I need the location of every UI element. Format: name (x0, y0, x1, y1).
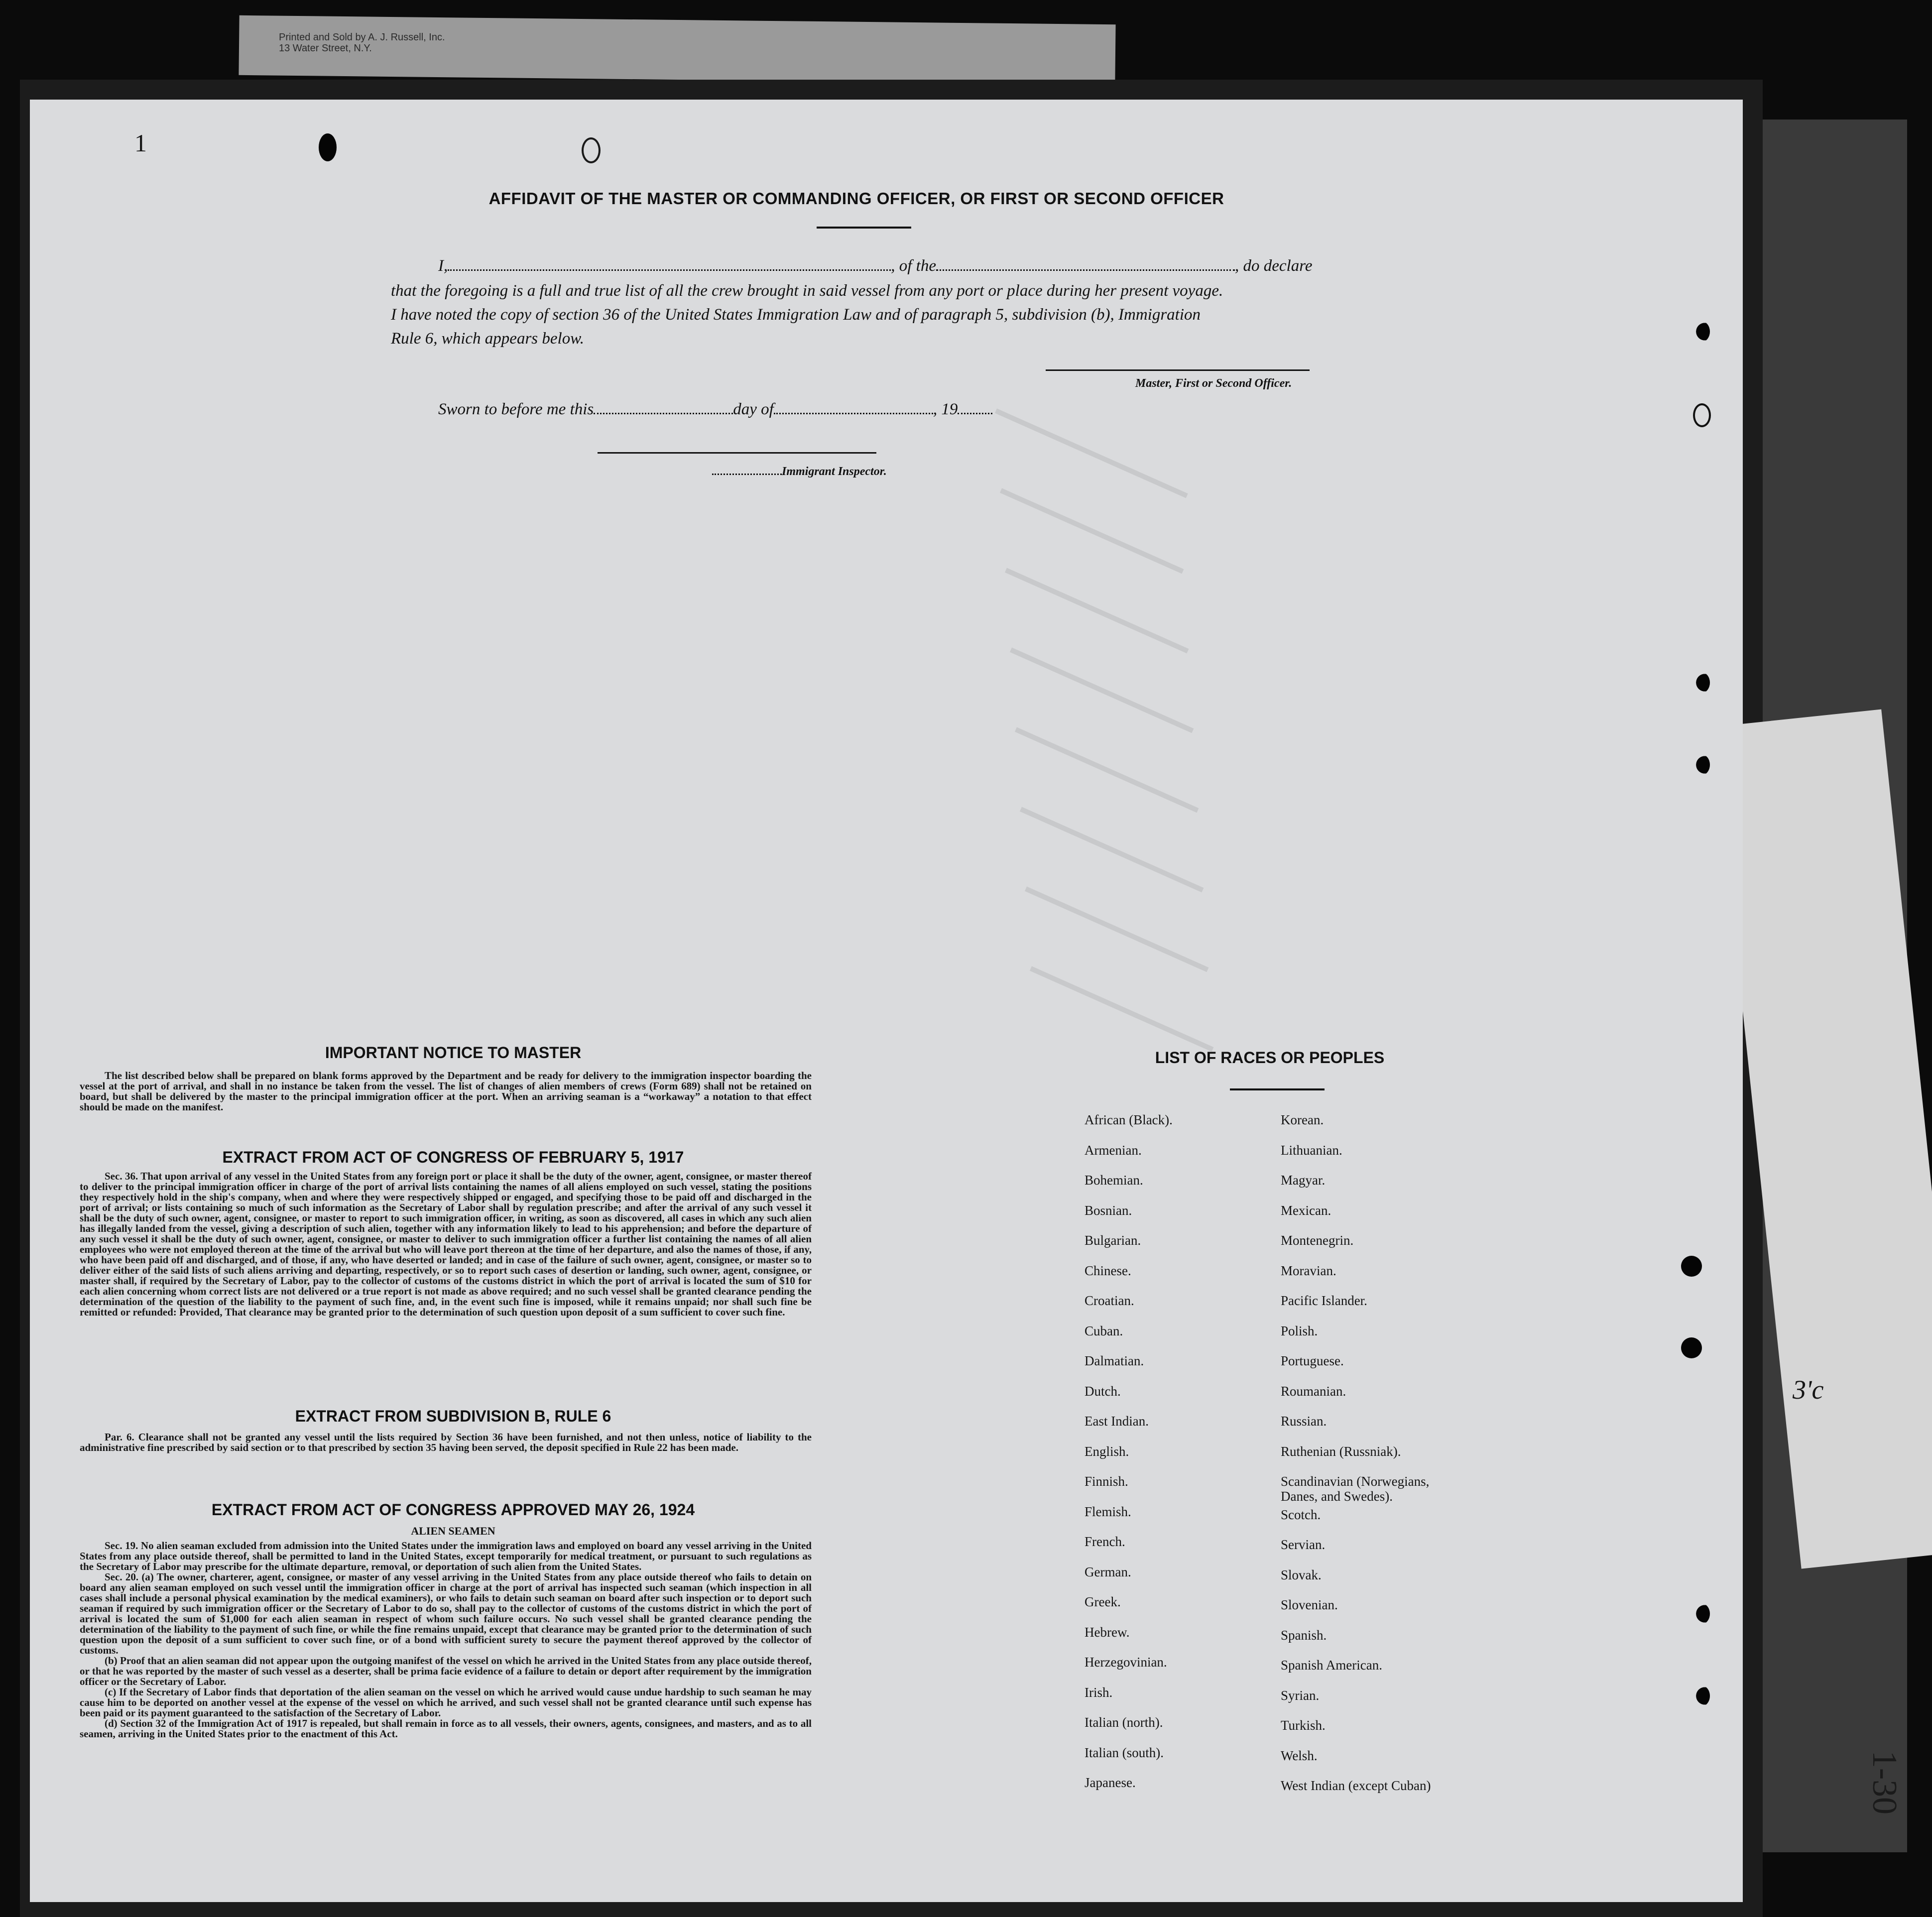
race-item: Dutch. (1085, 1383, 1121, 1399)
sec19-body: Sec. 19. No alien seaman excluded from admission into the United States under the immigration laws and employed on board any vessel arriving in the United States from any place outside thereof, shall be permitted to land in the United States, except temporarily for medical treatment, or pursuant to such regulations as the Secretary of Labor may prescribe for the ultimate departure, removal, or deportation of such alien from the United States. (80, 1540, 812, 1572)
sec19-paragraph (80, 1541, 812, 1572)
race-item: Polish. (1281, 1323, 1318, 1338)
alien-seamen-subtitle: ALIEN SEAMEN (411, 1525, 495, 1537)
affidavit-of-the: , of the (891, 257, 936, 275)
extract-rule6-text (80, 1432, 812, 1453)
race-item: Italian (north). (1085, 1715, 1163, 1730)
sec20d-paragraph (80, 1718, 812, 1739)
race-item: Ruthenian (Russniak). (1281, 1443, 1401, 1459)
race-item: Spanish American. (1281, 1658, 1382, 1673)
extract-rule6-body: Par. 6. Clearance shall not be granted any vessel until the lists required by Section 36 have been furnished, and not then unless, notice of liability to the administrative fine prescribed by said section or to that prescribed by section 35 having been served, the deposit specified in Rule 22 has been made. (80, 1431, 812, 1453)
race-item: Bosnian. (1085, 1202, 1132, 1218)
sec20c-paragraph (80, 1687, 812, 1718)
extract-1917-text (80, 1171, 812, 1318)
affidavit-title: AFFIDAVIT OF THE MASTER OR COMMANDING OFFICER, OR FIRST OR SECOND OFFICER (488, 189, 1224, 208)
race-item: Lithuanian. (1281, 1142, 1342, 1158)
affidavit-declare: , do declare (1234, 257, 1313, 275)
master-signature-line[interactable] (1046, 369, 1310, 371)
race-item: Italian (south). (1085, 1745, 1164, 1760)
master-signature-label: Master, First or Second Officer. (1135, 377, 1292, 390)
inspector-label: Immigrant Inspector. (782, 465, 887, 478)
affidavit-line2: that the foregoing is a full and true list of all the crew brought in said vessel from any port or place during her present voyage. (391, 282, 1223, 300)
binder-hole (1681, 1337, 1702, 1358)
race-item: German. (1085, 1564, 1131, 1579)
race-item: Turkish. (1281, 1718, 1326, 1733)
binder-hole (1693, 672, 1710, 693)
race-item: Finnish. (1085, 1474, 1128, 1489)
vessel-blank[interactable] (936, 269, 1235, 271)
race-item: Scotch. (1281, 1507, 1321, 1522)
race-item: Montenegrin. (1281, 1233, 1354, 1248)
binder-hole (1693, 1685, 1710, 1706)
sec20c-body: (c) If the Secretary of Labor finds that deportation of the alien seaman on the vessel on which he arrived would cause undue hardship to such seaman he may cause him to be deported on another vessel at the expense of the vessel on which he arrived, and such vessel shall not be granted clearance until such expense has been paid or its payment guaranteed to the satisfaction of the Secretary of Labor. (80, 1686, 812, 1719)
binder-hole-outline (582, 137, 601, 163)
binder-hole (1681, 1256, 1702, 1277)
sworn-month-blank[interactable] (774, 413, 933, 414)
race-item: Korean. (1281, 1112, 1324, 1127)
printer-label-line1: Printed and Sold by A. J. Russell, Inc. (279, 32, 445, 43)
sec20a-body: Sec. 20. (a) The owner, charterer, agent, consignee, or master of any vessel arriving in the United States from any place outside thereof who fails to detain on board any alien seaman employed on such vessel until the immigration officer in charge at the port of arrival has inspected such seaman (which inspection in all cases shall include a personal physical examination by the medical examiners), or who fails to detain such seaman on board after such inspection or to deport such seaman if required by such immigration officer or the Secretary of Labor to do so, shall pay to the collector of customs of the customs district in which the port of arrival is located the sum of $1,000 for each alien seaman in respect of whom such failure occurs. No such vessel shall be granted clearance pending the determination of the liability to the payment of such fine, or while the fine remains unpaid, except that clearance may be granted prior to the determination of such question upon the deposit of a sum sufficient to cover such fine, or of a bond with sufficient surety to secure the payment thereof approved by the collector of customs. (80, 1571, 812, 1656)
race-item: Armenian. (1085, 1142, 1142, 1158)
race-item: Roumanian. (1281, 1383, 1346, 1399)
race-item: Magyar. (1281, 1173, 1326, 1188)
race-item: Croatian. (1085, 1293, 1134, 1308)
race-item: Portuguese. (1281, 1353, 1344, 1368)
race-item: West Indian (except Cuban) (1281, 1778, 1431, 1793)
inspector-label-row (712, 465, 887, 479)
affidavit-line3: I have noted the copy of section 36 of the United States Immigration Law and of paragraph 5, subdivision (b), Immigration (391, 306, 1201, 324)
page-number: 1-30 (1865, 1750, 1904, 1815)
race-item: Bulgarian. (1085, 1233, 1141, 1248)
race-item: Mexican. (1281, 1202, 1331, 1218)
binder-hole (1693, 1603, 1710, 1624)
extract-rule6-title: EXTRACT FROM SUBDIVISION B, RULE 6 (295, 1407, 611, 1425)
race-item: Irish. (1085, 1684, 1113, 1700)
race-item: Dalmatian. (1085, 1353, 1144, 1368)
race-item: East Indian. (1085, 1414, 1149, 1429)
race-item: Welsh. (1281, 1748, 1318, 1763)
sec20b-paragraph (80, 1656, 812, 1687)
races-rule (1230, 1088, 1325, 1090)
race-item: Cuban. (1085, 1323, 1123, 1338)
printer-label-line2: 13 Water Street, N.Y. (279, 43, 372, 54)
sworn-day-blank[interactable] (594, 413, 733, 414)
race-item: English. (1085, 1443, 1129, 1459)
extract-1917-title: EXTRACT FROM ACT OF CONGRESS OF FEBRUARY 5, 1917 (222, 1148, 684, 1166)
race-item: Moravian. (1281, 1263, 1336, 1278)
race-item: Scandinavian (Norwegians, (1281, 1474, 1430, 1489)
printer-label (279, 32, 445, 54)
affidavit-line4: Rule 6, which appears below. (391, 330, 585, 348)
binder-hole (1693, 321, 1710, 342)
sworn-year-blank[interactable] (958, 413, 992, 414)
race-item: French. (1085, 1534, 1125, 1549)
binder-hole (1693, 754, 1710, 775)
affidavit-i: I, (438, 257, 448, 275)
name-blank[interactable] (448, 269, 891, 271)
race-item: Spanish. (1281, 1627, 1327, 1643)
binder-hole-outline (1693, 403, 1711, 427)
inspector-blank[interactable] (712, 474, 782, 475)
sworn-day-of: day of (733, 400, 774, 418)
race-item: Pacific Islander. (1281, 1293, 1367, 1308)
notice-body: The list described below shall be prepared on blank forms approved by the Department and be ready for delivery to the immigration inspector boarding the vessel at the port of arrival, and shall in no instance be taken from the vessel. The list of changes of alien members of crews (Form 689) shall not be retained on board, but shall be delivered by the master to the principal immigration officer at the port. When an arriving seaman is a “workaway” a notation to that effect should be made on the manifest. (80, 1070, 812, 1113)
race-item: Chinese. (1085, 1263, 1131, 1278)
race-item: Japanese. (1085, 1775, 1136, 1790)
inspector-signature-line[interactable] (598, 452, 876, 454)
sworn-text: Sworn to before me this (438, 400, 594, 418)
sec20a-paragraph (80, 1572, 812, 1656)
race-item: Russian. (1281, 1414, 1327, 1429)
sec20b-body: (b) Proof that an alien seaman did not appear upon the outgoing manifest of the vessel on which he arrived in the United States from any place outside thereof, or that he was reported by the master of such vessel as a deserter, shall be prima facie evidence of a failure to detain or deport after requirement by the immigration officer or the Secretary of Labor. (80, 1655, 812, 1687)
race-item: Flemish. (1085, 1504, 1131, 1519)
race-item: Servian. (1281, 1537, 1326, 1552)
extract-1924-title: EXTRACT FROM ACT OF CONGRESS APPROVED MAY 26, 1924 (211, 1501, 695, 1519)
race-item: African (Black). (1085, 1112, 1173, 1127)
race-item: Syrian. (1281, 1687, 1320, 1703)
sworn-year-prefix: , 19 (933, 400, 958, 418)
notice-text (80, 1071, 812, 1112)
notice-title: IMPORTANT NOTICE TO MASTER (325, 1044, 582, 1062)
extract-1917-body: Sec. 36. That upon arrival of any vessel in the United States from any foreign port or place it shall be the duty of the owner, agent, consignee, or master thereof to deliver to the principal immigration officer in charge of the port of arrival lists containing the names of all aliens employed on such vessel, stating the positions they respectively hold in the ship's company, when and where they were respectively shipped or engaged, and specifying those to be paid off and discharged in the port of arrival; or lists containing so much of such information as the Secretary of Labor shall by regulation prescribe; and after the arrival of any such vessel it shall be the duty of such owner, agent, consignee, or master to report to such immigration officer, in writing, as soon as discovered, all cases in which any such alien has illegally landed from the vessel, giving a description of such alien, together with any information likely to lead to his apprehension; and before the departure of any such vessel it shall be the duty of such owner, agent, consignee, or master to deliver to such immigration officer a further list containing the names of all alien employees who were not employed thereon at the time of the arrival but who will leave port thereon at the time of her departure, and also the names of those, if any, who have been paid off and discharged, and of those, if any, who have deserted or landed; and in case of the failure of such owner, agent, consignee, or master so to deliver either of the said lists of such aliens arriving and departing, respectively, or so to report such cases of desertion or landing, such owner, agent, consignee, or master shall, if required by the Secretary of Labor, pay to the collector of customs of the customs district in which the port of arrival is located the sum of $10 for each alien concerning whom correct lists are not delivered or a true report is not made as above required; and no such vessel shall be granted clearance pending the determination of the question of the liability to the payment of such fine, and, in the event such fine is imposed, while it remains unpaid; nor shall such fine be remitted or refunded: Provided, That clearance may be granted prior to the determination of such question upon deposit of a sum sufficient to cover such fine. (80, 1170, 812, 1318)
margin-mark: 3'c (1793, 1375, 1824, 1405)
sec20d-body: (d) Section 32 of the Immigration Act of 1917 is repealed, but shall remain in force as to all vessels, their owners, agents, consignees, and masters, and as to all seamen, arriving in the United States prior to the enactment of this Act. (80, 1717, 812, 1740)
race-item: Greek. (1085, 1594, 1121, 1609)
extract-1924-text (80, 1541, 812, 1739)
sworn-line (438, 397, 992, 421)
race-item: Slovenian. (1281, 1597, 1338, 1612)
affidavit-line1 (438, 254, 1312, 278)
binder-hole (319, 133, 337, 161)
race-item: Herzegovinian. (1085, 1655, 1167, 1670)
race-item: Bohemian. (1085, 1173, 1143, 1188)
race-item-continuation: Danes, and Swedes). (1281, 1489, 1393, 1504)
race-item: Hebrew. (1085, 1624, 1130, 1640)
title-rule (817, 227, 911, 229)
races-title: LIST OF RACES OR PEOPLES (1155, 1049, 1385, 1067)
corner-mark: 1 (134, 129, 147, 157)
race-item: Slovak. (1281, 1567, 1322, 1582)
